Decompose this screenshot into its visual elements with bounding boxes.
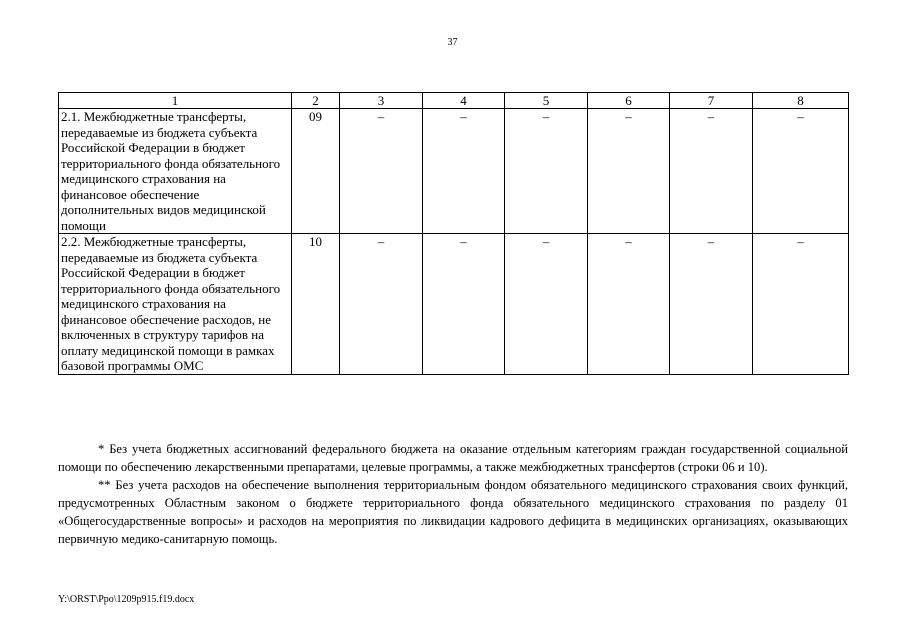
value-cell: –: [340, 234, 423, 375]
column-header: 2: [292, 93, 340, 109]
budget-table: [58, 92, 849, 375]
value-cell: –: [753, 234, 849, 375]
column-header: 7: [670, 93, 753, 109]
column-header: 1: [59, 93, 292, 109]
table-header-row: [59, 93, 849, 109]
value-cell: –: [670, 234, 753, 375]
value-cell: –: [340, 109, 423, 234]
value-cell: –: [588, 234, 670, 375]
row-code-cell: 09: [292, 109, 340, 234]
value-cell: –: [423, 109, 505, 234]
column-header: 8: [753, 93, 849, 109]
value-cell: –: [588, 109, 670, 234]
value-cell: –: [753, 109, 849, 234]
value-cell: –: [670, 109, 753, 234]
table-row: [59, 234, 849, 375]
value-cell: –: [505, 109, 588, 234]
value-cell: –: [423, 234, 505, 375]
row-code-cell: 10: [292, 234, 340, 375]
column-header: 6: [588, 93, 670, 109]
footnotes: [58, 440, 848, 548]
footnote-single-asterisk: * Без учета бюджетных ассигнований федерального бюджета на оказание отдельным категориям граждан государственной социальной помощи по обеспечению лекарственными препаратами, целевые программы, а также межбюджетных трансфертов (строки 06 и 10).: [58, 442, 848, 474]
column-header: 3: [340, 93, 423, 109]
row-name-cell: 2.1. Межбюджетные трансферты, передаваемые из бюджета субъекта Российской Федерации в бюджет территориального фонда обязательного медицинского страхования на финансовое обеспечение дополнительных видов медицинской помощи: [59, 109, 292, 234]
file-path: Y:\ORST\Ppo\1209p915.f19.docx: [58, 594, 195, 605]
column-header: 5: [505, 93, 588, 109]
table-row: [59, 109, 849, 234]
row-name-cell: 2.2. Межбюджетные трансферты, передаваемые из бюджета субъекта Российской Федерации в бюджет территориального фонда обязательного медицинского страхования на финансовое обеспечение расходов, не включенных в структуру тарифов на оплату медицинской помощи в рамках базовой программы ОМС: [59, 234, 292, 375]
column-header: 4: [423, 93, 505, 109]
page-number: 37: [447, 37, 458, 48]
value-cell: –: [505, 234, 588, 375]
footnote-double-asterisk: ** Без учета расходов на обеспечение выполнения территориальным фондом обязательного медицинского страхования своих функций, предусмотренных Областным законом о бюджете территориального фонда обязательного медицинского страхования по разделу 01 «Общегосударственные вопросы» и расходов на мероприятия по ликвидации кадрового дефицита в медицинских организациях, оказывающих первичную медико-санитарную помощь.: [58, 478, 848, 546]
